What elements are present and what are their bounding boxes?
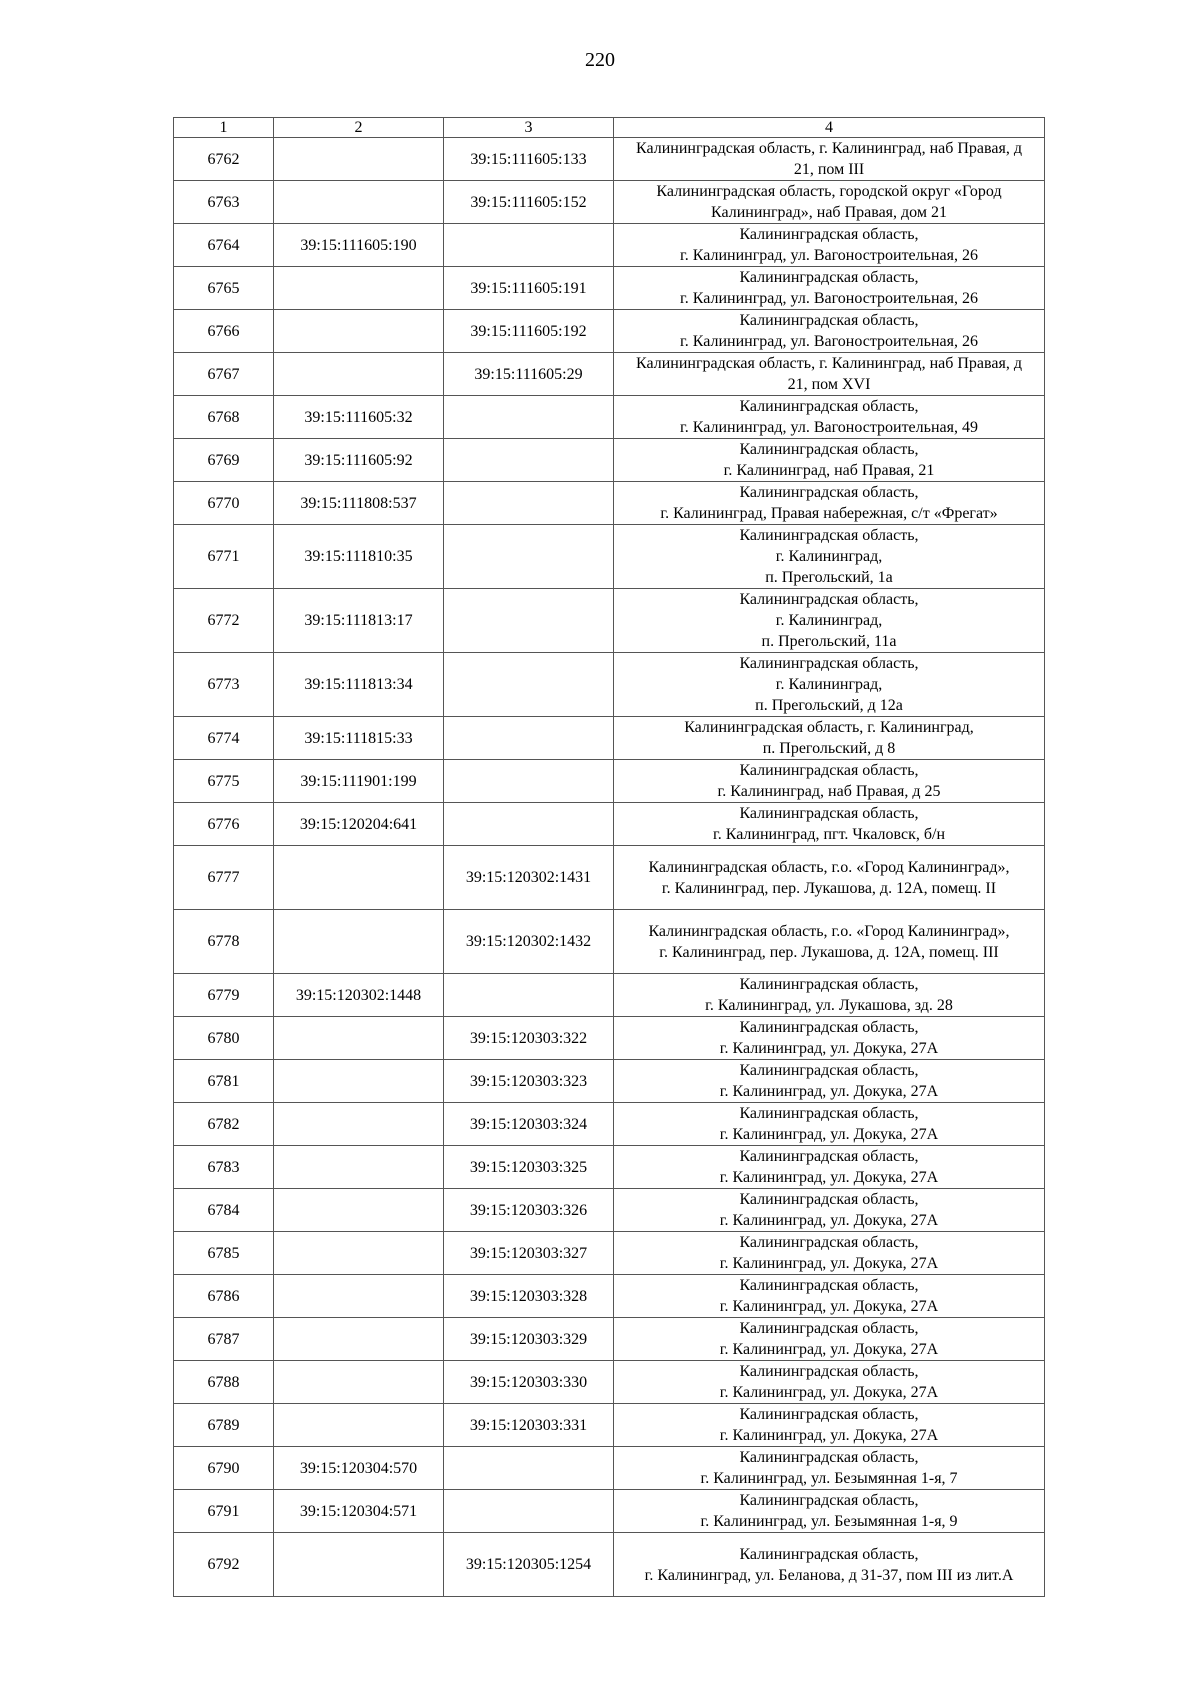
row-number-cell: 6786 [174, 1275, 274, 1318]
cadastral-number-cell: 39:15:111605:133 [444, 138, 614, 181]
row-number-cell: 6783 [174, 1146, 274, 1189]
cadastral-number-cell [274, 353, 444, 396]
cadastral-number-cell [444, 525, 614, 589]
cadastral-number-cell [444, 1490, 614, 1533]
cadastral-number-cell: 39:15:120204:641 [274, 803, 444, 846]
cadastral-number-cell [274, 1232, 444, 1275]
address-cell: Калининградская область, г. Калининград, п. Прегольский, 1а [614, 525, 1045, 589]
page-number: 220 [585, 49, 615, 71]
cadastral-number-cell [444, 439, 614, 482]
row-number-cell: 6771 [174, 525, 274, 589]
table-row [174, 910, 1045, 974]
cadastral-number-cell: 39:15:120303:324 [444, 1103, 614, 1146]
row-number-cell: 6781 [174, 1060, 274, 1103]
column-header-3: 3 [444, 118, 614, 138]
cadastral-number-cell [444, 482, 614, 525]
cadastral-number-cell: 39:15:111605:92 [274, 439, 444, 482]
row-number-cell: 6772 [174, 589, 274, 653]
cadastral-number-cell: 39:15:120303:331 [444, 1404, 614, 1447]
cadastral-number-cell: 39:15:120304:571 [274, 1490, 444, 1533]
table-row [174, 1189, 1045, 1232]
table-row [174, 717, 1045, 760]
cadastral-number-cell [274, 310, 444, 353]
cadastral-number-cell [274, 1404, 444, 1447]
address-cell: Калининградская область, г. Калининград, п. Прегольский, д 8 [614, 717, 1045, 760]
registry-table [173, 117, 1045, 1597]
cadastral-number-cell [444, 974, 614, 1017]
row-number-cell: 6790 [174, 1447, 274, 1490]
cadastral-number-cell: 39:15:120303:326 [444, 1189, 614, 1232]
row-number-cell: 6767 [174, 353, 274, 396]
cadastral-number-cell [274, 910, 444, 974]
table-row [174, 439, 1045, 482]
cadastral-number-cell: 39:15:111813:17 [274, 589, 444, 653]
table-row [174, 396, 1045, 439]
cadastral-number-cell: 39:15:120303:330 [444, 1361, 614, 1404]
address-cell: Калининградская область, г. Калининград, наб Правая, д 25 [614, 760, 1045, 803]
address-cell: Калининградская область, г. Калининград, пгт. Чкаловск, б/н [614, 803, 1045, 846]
cadastral-number-cell: 39:15:111810:35 [274, 525, 444, 589]
cadastral-number-cell: 39:15:120303:322 [444, 1017, 614, 1060]
row-number-cell: 6763 [174, 181, 274, 224]
row-number-cell: 6777 [174, 846, 274, 910]
row-number-cell: 6780 [174, 1017, 274, 1060]
cadastral-number-cell [274, 138, 444, 181]
row-number-cell: 6762 [174, 138, 274, 181]
address-cell: Калининградская область, г. Калининград, наб Правая, д 21, пом XVI [614, 353, 1045, 396]
cadastral-number-cell [274, 1361, 444, 1404]
cadastral-number-cell: 39:15:111605:152 [444, 181, 614, 224]
cadastral-number-cell: 39:15:111815:33 [274, 717, 444, 760]
table-row [174, 138, 1045, 181]
row-number-cell: 6764 [174, 224, 274, 267]
cadastral-number-cell [274, 1017, 444, 1060]
table-row [174, 1146, 1045, 1189]
table-row [174, 224, 1045, 267]
cadastral-number-cell [274, 1060, 444, 1103]
row-number-cell: 6778 [174, 910, 274, 974]
address-cell: Калининградская область, г. Калининград, ул. Докука, 27А [614, 1361, 1045, 1404]
table-row [174, 1103, 1045, 1146]
row-number-cell: 6774 [174, 717, 274, 760]
cadastral-number-cell: 39:15:120302:1431 [444, 846, 614, 910]
cadastral-number-cell: 39:15:111605:29 [444, 353, 614, 396]
cadastral-number-cell: 39:15:120302:1432 [444, 910, 614, 974]
cadastral-number-cell: 39:15:120302:1448 [274, 974, 444, 1017]
table-row [174, 803, 1045, 846]
row-number-cell: 6773 [174, 653, 274, 717]
table-body [174, 138, 1045, 1597]
table-row [174, 181, 1045, 224]
table-row [174, 1017, 1045, 1060]
table-row [174, 1361, 1045, 1404]
cadastral-number-cell: 39:15:120303:328 [444, 1275, 614, 1318]
table-row [174, 310, 1045, 353]
row-number-cell: 6776 [174, 803, 274, 846]
cadastral-number-cell [444, 760, 614, 803]
cadastral-number-cell [444, 653, 614, 717]
cadastral-number-cell [274, 1189, 444, 1232]
cadastral-number-cell [274, 1275, 444, 1318]
cadastral-number-cell: 39:15:111605:192 [444, 310, 614, 353]
cadastral-number-cell: 39:15:111901:199 [274, 760, 444, 803]
address-cell: Калининградская область, г. Калининград, ул. Вагоностроительная, 26 [614, 224, 1045, 267]
row-number-cell: 6784 [174, 1189, 274, 1232]
address-cell: Калининградская область, г. Калининград, п. Прегольский, 11а [614, 589, 1045, 653]
cadastral-number-cell: 39:15:120305:1254 [444, 1533, 614, 1597]
row-number-cell: 6791 [174, 1490, 274, 1533]
address-cell: Калининградская область, г. Калининград, ул. Вагоностроительная, 26 [614, 267, 1045, 310]
column-header-4: 4 [614, 118, 1045, 138]
address-cell: Калининградская область, г.о. «Город Калининград», г. Калининград, пер. Лукашова, д. 12А, помещ. II [614, 846, 1045, 910]
cadastral-number-cell: 39:15:111605:32 [274, 396, 444, 439]
table-row [174, 525, 1045, 589]
cadastral-number-cell [444, 803, 614, 846]
address-cell: Калининградская область, г. Калининград, п. Прегольский, д 12а [614, 653, 1045, 717]
column-header-2: 2 [274, 118, 444, 138]
address-cell: Калининградская область, г. Калининград, ул. Докука, 27А [614, 1060, 1045, 1103]
address-cell: Калининградская область, г. Калининград, ул. Докука, 27А [614, 1275, 1045, 1318]
address-cell: Калининградская область, г. Калининград, ул. Докука, 27А [614, 1146, 1045, 1189]
address-cell: Калининградская область, г. Калининград, ул. Беланова, д 31-37, пом III из лит.А [614, 1533, 1045, 1597]
cadastral-number-cell [444, 224, 614, 267]
cadastral-number-cell [274, 1533, 444, 1597]
address-cell: Калининградская область, г.о. «Город Калининград», г. Калининград, пер. Лукашова, д. 12А, помещ. III [614, 910, 1045, 974]
row-number-cell: 6785 [174, 1232, 274, 1275]
address-cell: Калининградская область, г. Калининград, Правая набережная, с/т «Фрегат» [614, 482, 1045, 525]
table-row [174, 1404, 1045, 1447]
cadastral-number-cell: 39:15:111808:537 [274, 482, 444, 525]
table-row [174, 846, 1045, 910]
cadastral-number-cell [274, 1103, 444, 1146]
row-number-cell: 6782 [174, 1103, 274, 1146]
cadastral-number-cell [444, 717, 614, 760]
address-cell: Калининградская область, г. Калининград, ул. Лукашова, зд. 28 [614, 974, 1045, 1017]
table-row [174, 482, 1045, 525]
cadastral-number-cell: 39:15:120303:329 [444, 1318, 614, 1361]
address-cell: Калининградская область, г. Калининград, ул. Докука, 27А [614, 1103, 1045, 1146]
row-number-cell: 6769 [174, 439, 274, 482]
address-cell: Калининградская область, г. Калининград, ул. Вагоностроительная, 49 [614, 396, 1045, 439]
row-number-cell: 6788 [174, 1361, 274, 1404]
cadastral-number-cell [274, 267, 444, 310]
column-header-1: 1 [174, 118, 274, 138]
address-cell: Калининградская область, г. Калининград, ул. Докука, 27А [614, 1318, 1045, 1361]
table-row [174, 1447, 1045, 1490]
cadastral-number-cell: 39:15:111605:191 [444, 267, 614, 310]
table-header-row [174, 118, 1045, 138]
table-row [174, 1232, 1045, 1275]
row-number-cell: 6787 [174, 1318, 274, 1361]
table-row [174, 1275, 1045, 1318]
address-cell: Калининградская область, г. Калининград, наб Правая, 21 [614, 439, 1045, 482]
table-row [174, 1533, 1045, 1597]
cadastral-number-cell [274, 846, 444, 910]
table-row [174, 1490, 1045, 1533]
address-cell: Калининградская область, г. Калининград, ул. Вагоностроительная, 26 [614, 310, 1045, 353]
row-number-cell: 6775 [174, 760, 274, 803]
cadastral-number-cell: 39:15:120303:323 [444, 1060, 614, 1103]
cadastral-number-cell [444, 589, 614, 653]
address-cell: Калининградская область, г. Калининград, ул. Безымянная 1-я, 7 [614, 1447, 1045, 1490]
cadastral-number-cell: 39:15:120304:570 [274, 1447, 444, 1490]
cadastral-number-cell: 39:15:111813:34 [274, 653, 444, 717]
table-row [174, 1318, 1045, 1361]
cadastral-number-cell: 39:15:111605:190 [274, 224, 444, 267]
table-row [174, 760, 1045, 803]
cadastral-number-cell [444, 1447, 614, 1490]
cadastral-number-cell [274, 1318, 444, 1361]
table-row [174, 267, 1045, 310]
cadastral-number-cell [274, 1146, 444, 1189]
table-row [174, 974, 1045, 1017]
address-cell: Калининградская область, г. Калининград, ул. Докука, 27А [614, 1017, 1045, 1060]
row-number-cell: 6792 [174, 1533, 274, 1597]
cadastral-number-cell: 39:15:120303:325 [444, 1146, 614, 1189]
row-number-cell: 6779 [174, 974, 274, 1017]
row-number-cell: 6789 [174, 1404, 274, 1447]
address-cell: Калининградская область, городской округ «Город Калининград», наб Правая, дом 21 [614, 181, 1045, 224]
row-number-cell: 6770 [174, 482, 274, 525]
address-cell: Калининградская область, г. Калининград, ул. Докука, 27А [614, 1189, 1045, 1232]
address-cell: Калининградская область, г. Калининград, наб Правая, д 21, пом III [614, 138, 1045, 181]
row-number-cell: 6768 [174, 396, 274, 439]
table-row [174, 353, 1045, 396]
table-row [174, 1060, 1045, 1103]
table-row [174, 589, 1045, 653]
row-number-cell: 6766 [174, 310, 274, 353]
cadastral-number-cell [444, 396, 614, 439]
cadastral-number-cell: 39:15:120303:327 [444, 1232, 614, 1275]
row-number-cell: 6765 [174, 267, 274, 310]
address-cell: Калининградская область, г. Калининград, ул. Докука, 27А [614, 1232, 1045, 1275]
address-cell: Калининградская область, г. Калининград, ул. Докука, 27А [614, 1404, 1045, 1447]
table-row [174, 653, 1045, 717]
address-cell: Калининградская область, г. Калининград, ул. Безымянная 1-я, 9 [614, 1490, 1045, 1533]
cadastral-number-cell [274, 181, 444, 224]
